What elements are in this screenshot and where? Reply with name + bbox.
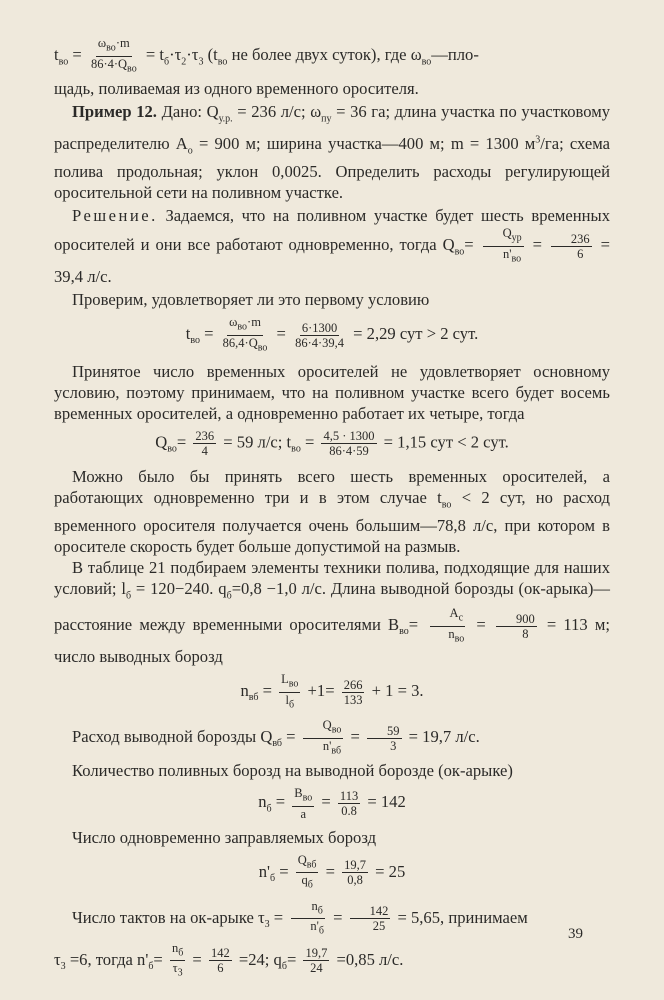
paragraph-example: [54, 101, 610, 203]
formula-tvo-definition: $t_{во}$ = $\frac{\omega_{во}\cdot m}{86\cdot 4\cdot Q_{во}}$ = $t_б\cdot\tau_2\cdot\tau_3$: [54, 36, 204, 74]
line-simultaneous: Число одновременно заправляемых борозд: [72, 827, 377, 847]
line-outlet-flow: Расход выводной борозды $Q_{вб}$ = $\frac{Q_{во}}{n'_{вб}}$ = $\frac{59}{3}$ = 19,7 л/с.: [72, 718, 480, 757]
formula-tvo-condition: ($t_{во}$ не более двух суток), где $\omega_{во}—пло-$: [203, 44, 479, 68]
line-tacts: Число тактов на ок-арыке $\tau_3$ = $\frac{n_б}{n'_б}$ = $\frac{142}{25}$ = 5,65, принимаем: [72, 898, 528, 937]
paragraph-area-definition: щадь, поливаемая из одного временного оросителя.: [54, 79, 419, 98]
solution-label: Решение.: [72, 206, 158, 226]
paragraph-solution: [54, 205, 610, 287]
paragraph-alternative: Можно было бы принять всего шесть временных оросителей, а работающих одновременно три и в этом случае $t_{во} < 2$ сут, но расход временного оросителя получается очень большим—78,8 л/с, при котором в оросителе скорость будет больше допустимой на размыв.: [54, 466, 610, 557]
page-text: [54, 34, 610, 983]
example-label: Пример 12.: [72, 102, 157, 121]
paragraph-check: Проверим, удовлетворяет ли это первому условию: [72, 290, 430, 310]
formula-line-top: [54, 36, 610, 76]
paragraph-table-21: В таблице 21 подбираем элементы техники полива, подходящие для наших условий; $l_б = 120-240$. $q_б=0,8 -1,0$ л/с. Длина выводной борозды (ок-арыка)—расстояние между временными оросителями $B_{во}=$ $\frac{A_с}{n_{во}}$ = $\frac{900}{8}$ = 113 м; число выводных борозд: [54, 558, 610, 667]
paragraph-not-satisfied: Принятое число временных оросителей не удовлетворяет основному условию, поэтому принимаем, что на поливном участке всего будет восемь временных оросителей, а одновременно работает их четыре, тогда: [54, 362, 610, 424]
page-number: 39: [568, 926, 583, 942]
line-final: $\tau_3 =6$, тогда $n'_б=$ $\frac{n_б}{\tau_3}$ = $\frac{142}{6}$ =24; $q_б=$ $\frac{19,7}{24}$ =0,85 л/с.: [54, 940, 404, 979]
equation-nvb: $n_{вб}$ = $\frac{L_{во}}{l_б}$ +1= $\frac{266}{133}$ + 1 = 3.: [240, 672, 424, 711]
equation-qvo-tvo: $Q_{во}=$ $\frac{236}{4}$ = 59 л/с; $t_{во}$ = $\frac{4,5 \cdot 1300}{86\cdot 4\cdot 59}$ = 1,15 сут < 2 сут.: [155, 429, 509, 459]
solution-text: Задаемся, что на поливном участке будет шесть временных оросителей и они все работают одновременно, тогда $Q_{во}=$ $\frac{Q_{ур}}{n'_{во}}$ = $\frac{236}{6}$ = 39,4 л/с.: [54, 206, 610, 287]
equation-nb: $n_б$ = $\frac{B_{во}}{a}$ = $\frac{113}{0.8}$ = 142: [258, 786, 406, 821]
equation-tvo-check: $t_{во}$ = $\frac{\omega_{во}\cdot m}{86,4\cdot Q_{во}}$ = $\frac{6\cdot 1300}{86\cdot 4\cdot 39,4}$ = 2,29 сут > 2 сут.: [185, 315, 479, 354]
line-furrow-count: Количество поливных борозд на выводной борозде (ок-арыке): [72, 761, 513, 781]
equation-nb-prime: $n'_б$ = $\frac{Q_{вб}}{q_б}$ = $\frac{19,7}{0,8}$ = 25: [258, 852, 406, 891]
example-text: Дано: $Q_{у.р.} = 236$ л/с; $\omega_{пу} = 36$ га; длина участка по участковому распределителю $A_о = 900$ м; ширина участка—400 м; m = 1300 $м^3/га$; схема полива продольная; уклон 0,0025. Определить расходы регулирующей оросительной сети на поливном участке.: [54, 102, 611, 203]
